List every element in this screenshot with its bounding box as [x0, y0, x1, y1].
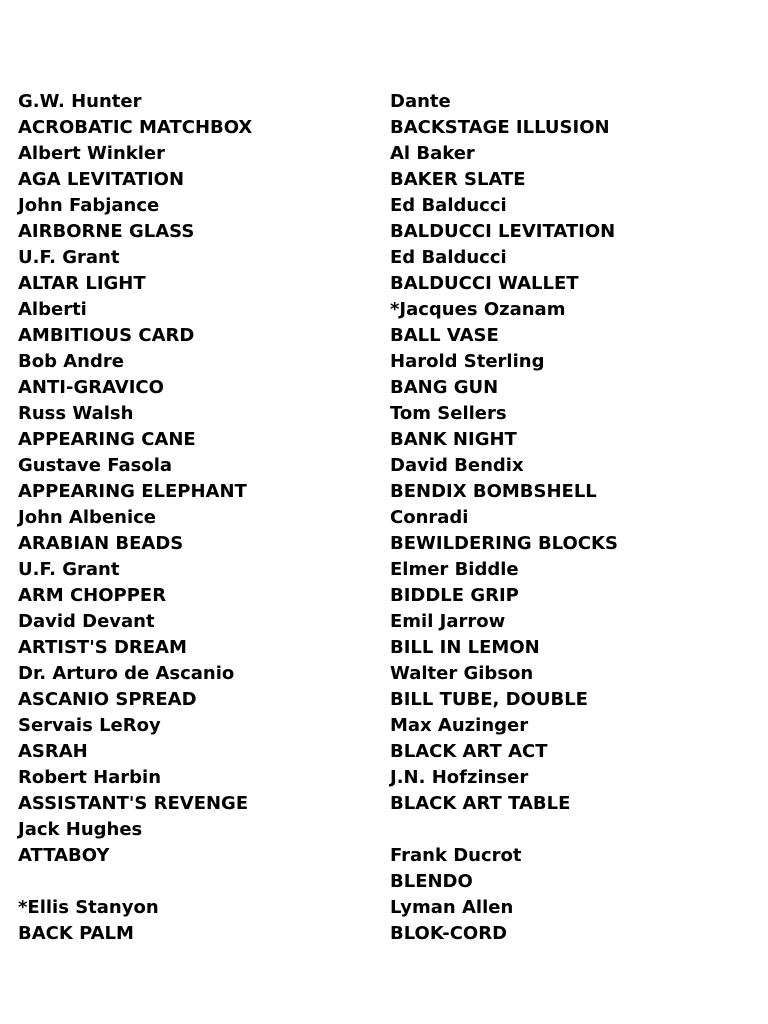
inventor-name: U.F. Grant: [18, 247, 120, 268]
inventor-name: Harold Sterling: [390, 351, 545, 372]
inventor-name: Ed Balducci: [390, 195, 507, 216]
inventor-name: David Bendix: [390, 455, 524, 476]
inventor-name: Robert Harbin: [18, 767, 162, 788]
inventor-name: John Fabjance: [18, 195, 160, 216]
trick-name: BALL VASE: [390, 325, 499, 346]
inventor-name: Al Baker: [390, 143, 475, 164]
inventor-name: Max Auzinger: [390, 715, 529, 736]
trick-name: BALDUCCI WALLET: [390, 273, 579, 294]
trick-name: ASSISTANT'S REVENGE: [18, 793, 249, 814]
trick-name: BLACK ART TABLE: [390, 793, 571, 814]
inventor-name: J.N. Hofzinser: [390, 767, 529, 788]
trick-name: BLOK-CORD: [390, 923, 508, 944]
trick-name: BENDIX BOMBSHELL: [390, 481, 597, 502]
blank-line: [390, 817, 760, 843]
trick-name: ACROBATIC MATCHBOX: [18, 117, 253, 138]
trick-name: BEWILDERING BLOCKS: [390, 533, 618, 554]
trick-name: BACK PALM: [18, 923, 134, 944]
inventor-name: Elmer Biddle: [390, 559, 519, 580]
inventor-name: Servais LeRoy: [18, 715, 161, 736]
trick-name: BLENDO: [390, 871, 473, 892]
trick-name: BILL TUBE, DOUBLE: [390, 689, 588, 710]
inventor-name: Frank Ducrot: [390, 845, 522, 866]
inventor-name: Russ Walsh: [18, 403, 134, 424]
trick-name: BACKSTAGE ILLUSION: [390, 117, 610, 138]
inventor-name: U.F. Grant: [18, 559, 120, 580]
trick-name: BANG GUN: [390, 377, 499, 398]
right-column: [390, 89, 760, 947]
trick-name: BANK NIGHT: [390, 429, 517, 450]
trick-name: ARM CHOPPER: [18, 585, 167, 606]
trick-name: ALTAR LIGHT: [18, 273, 146, 294]
inventor-name: David Devant: [18, 611, 155, 632]
trick-name: BILL IN LEMON: [390, 637, 540, 658]
inventor-name: Walter Gibson: [390, 663, 534, 684]
trick-name: BLACK ART ACT: [390, 741, 548, 762]
trick-name: AIRBORNE GLASS: [18, 221, 195, 242]
trick-name: AGA LEVITATION: [18, 169, 185, 190]
trick-name: APPEARING CANE: [18, 429, 196, 450]
inventor-name: Ed Balducci: [390, 247, 507, 268]
inventor-name: Albert Winkler: [18, 143, 166, 164]
trick-name: ANTI-GRAVICO: [18, 377, 164, 398]
trick-name: AMBITIOUS CARD: [18, 325, 195, 346]
inventor-name: Tom Sellers: [390, 403, 507, 424]
inventor-name: *Ellis Stanyon: [18, 897, 159, 918]
inventor-name: Dr. Arturo de Ascanio: [18, 663, 235, 684]
inventor-name: Alberti: [18, 299, 87, 320]
inventor-name: John Albenice: [18, 507, 157, 528]
left-column: [18, 89, 368, 947]
trick-name: BIDDLE GRIP: [390, 585, 519, 606]
inventor-name: Bob Andre: [18, 351, 124, 372]
inventor-name: G.W. Hunter: [18, 91, 142, 112]
trick-name: ASCANIO SPREAD: [18, 689, 197, 710]
inventor-name: Gustave Fasola: [18, 455, 173, 476]
trick-name: ATTABOY: [18, 845, 110, 866]
trick-name: APPEARING ELEPHANT: [18, 481, 247, 502]
inventor-name: *Jacques Ozanam: [390, 299, 566, 320]
inventor-name: Conradi: [390, 507, 469, 528]
blank-line: [18, 869, 368, 895]
trick-name: BALDUCCI LEVITATION: [390, 221, 616, 242]
trick-name: ARABIAN BEADS: [18, 533, 184, 554]
inventor-name: Jack Hughes: [18, 819, 143, 840]
inventor-name: Dante: [390, 91, 451, 112]
trick-name: ARTIST'S DREAM: [18, 637, 187, 658]
trick-name: BAKER SLATE: [390, 169, 526, 190]
trick-name: ASRAH: [18, 741, 88, 762]
inventor-name: Emil Jarrow: [390, 611, 506, 632]
inventor-name: Lyman Allen: [390, 897, 514, 918]
